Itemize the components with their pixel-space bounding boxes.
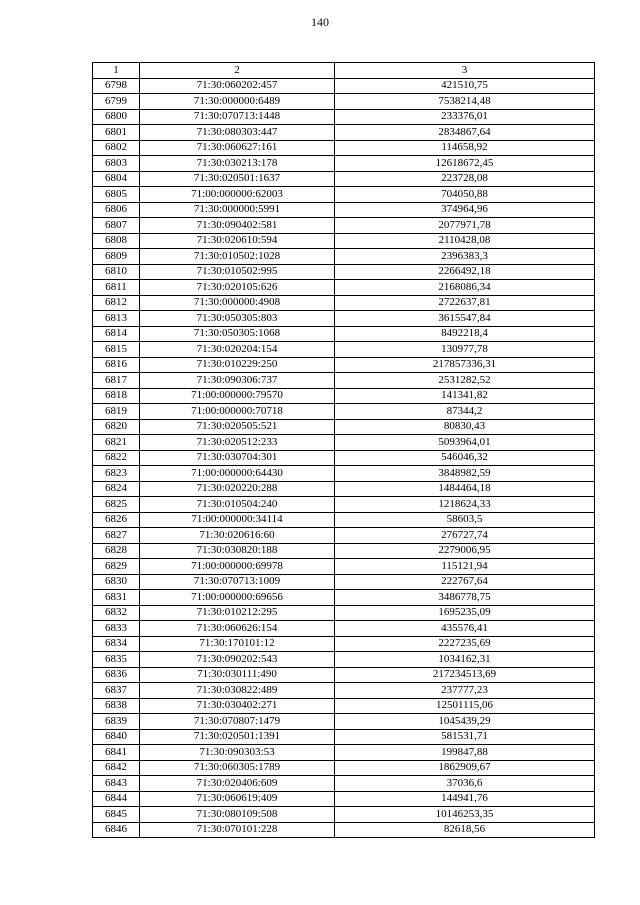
cadastral-number-cell: 71:30:080303:447 [140,125,335,141]
value-cell: 1695235,09 [335,605,595,621]
table-row [93,280,595,296]
table-row [93,342,595,358]
row-number-cell: 6813 [93,311,140,327]
table-row [93,218,595,234]
table-row [93,249,595,265]
row-number-cell: 6800 [93,109,140,125]
page-number: 140 [311,15,329,29]
table-row [93,714,595,730]
row-number-cell: 6799 [93,94,140,110]
table-row [93,559,595,575]
table-row [93,729,595,745]
row-number-cell: 6818 [93,388,140,404]
row-number-cell: 6831 [93,590,140,606]
cadastral-number-cell: 71:00:000000:69656 [140,590,335,606]
row-number-cell: 6814 [93,326,140,342]
value-cell: 217234513,69 [335,667,595,683]
table-row [93,171,595,187]
cadastral-number-cell: 71:00:000000:34114 [140,512,335,528]
row-number-cell: 6834 [93,636,140,652]
cadastral-number-cell: 71:30:020204:154 [140,342,335,358]
cadastral-number-cell: 71:30:020406:609 [140,776,335,792]
cadastral-number-cell: 71:30:010502:995 [140,264,335,280]
table-row [93,311,595,327]
table-row [93,605,595,621]
table-row [93,388,595,404]
table-row [93,698,595,714]
cadastral-number-cell: 71:00:000000:69978 [140,559,335,575]
value-cell: 5093964,01 [335,435,595,451]
value-cell: 141341,82 [335,388,595,404]
table-row [93,264,595,280]
value-cell: 546046,32 [335,450,595,466]
cadastral-number-cell: 71:30:030820:188 [140,543,335,559]
value-cell: 237777,23 [335,683,595,699]
row-number-cell: 6827 [93,528,140,544]
value-cell: 3848982,59 [335,466,595,482]
row-number-cell: 6830 [93,574,140,590]
row-number-cell: 6841 [93,745,140,761]
value-cell: 1045439,29 [335,714,595,730]
value-cell: 3486778,75 [335,590,595,606]
cadastral-number-cell: 71:30:060627:161 [140,140,335,156]
row-number-cell: 6817 [93,373,140,389]
row-number-cell: 6801 [93,125,140,141]
value-cell: 2266492,18 [335,264,595,280]
cadastral-number-cell: 71:30:020501:1391 [140,729,335,745]
table-row [93,373,595,389]
column-header-number: 1 [93,63,140,79]
row-number-cell: 6805 [93,187,140,203]
row-number-cell: 6808 [93,233,140,249]
value-cell: 1218624,33 [335,497,595,513]
table-row [93,481,595,497]
cadastral-number-cell: 71:30:080109:508 [140,807,335,823]
row-number-cell: 6833 [93,621,140,637]
row-number-cell: 6832 [93,605,140,621]
cadastral-number-cell: 71:30:060202:457 [140,78,335,94]
table-row [93,78,595,94]
cadastral-number-cell: 71:30:020512:233 [140,435,335,451]
table-row [93,419,595,435]
value-cell: 2722637,81 [335,295,595,311]
row-number-cell: 6837 [93,683,140,699]
value-cell: 217857336,31 [335,357,595,373]
table-row [93,745,595,761]
table-row [93,326,595,342]
table-row [93,590,595,606]
cadastral-number-cell: 71:30:010504:240 [140,497,335,513]
value-cell: 2077971,78 [335,218,595,234]
value-cell: 10146253,35 [335,807,595,823]
cadastral-number-cell: 71:30:070807:1479 [140,714,335,730]
column-header-value: 3 [335,63,595,79]
row-number-cell: 6825 [93,497,140,513]
cadastral-number-cell: 71:30:090306:737 [140,373,335,389]
value-cell: 2168086,34 [335,280,595,296]
row-number-cell: 6835 [93,652,140,668]
table-row [93,156,595,172]
cadastral-number-cell: 71:30:020610:594 [140,233,335,249]
cadastral-number-cell: 71:30:030402:271 [140,698,335,714]
table-row [93,187,595,203]
value-cell: 12501115,06 [335,698,595,714]
table-row [93,466,595,482]
row-number-cell: 6843 [93,776,140,792]
table-row [93,822,595,838]
value-cell: 37036,6 [335,776,595,792]
value-cell: 1862909,67 [335,760,595,776]
cadastral-number-cell: 71:30:090303:53 [140,745,335,761]
value-cell: 435576,41 [335,621,595,637]
value-cell: 421510,75 [335,78,595,94]
table-row [93,636,595,652]
row-number-cell: 6829 [93,559,140,575]
cadastral-number-cell: 71:30:070101:228 [140,822,335,838]
value-cell: 223728,08 [335,171,595,187]
cadastral-number-cell: 71:30:070713:1009 [140,574,335,590]
value-cell: 374964,96 [335,202,595,218]
value-cell: 233376,01 [335,109,595,125]
value-cell: 7538214,48 [335,94,595,110]
table-row [93,543,595,559]
row-number-cell: 6806 [93,202,140,218]
table-row [93,109,595,125]
value-cell: 199847,88 [335,745,595,761]
cadastral-number-cell: 71:30:070713:1448 [140,109,335,125]
value-cell: 114658,92 [335,140,595,156]
row-number-cell: 6809 [93,249,140,265]
table-row [93,621,595,637]
table-row [93,760,595,776]
value-cell: 222767,64 [335,574,595,590]
cadastral-number-cell: 71:30:030704:301 [140,450,335,466]
cadastral-number-cell: 71:30:010502:1028 [140,249,335,265]
table-row [93,667,595,683]
cadastral-number-cell: 71:00:000000:79570 [140,388,335,404]
table-row [93,125,595,141]
cadastral-number-cell: 71:30:010212:295 [140,605,335,621]
cadastral-number-cell: 71:30:090202:543 [140,652,335,668]
table-row [93,791,595,807]
table-header-row [93,63,595,79]
cadastral-number-cell: 71:30:010229:250 [140,357,335,373]
row-number-cell: 6802 [93,140,140,156]
cadastral-number-cell: 71:30:030111:490 [140,667,335,683]
cadastral-number-cell: 71:30:000000:5991 [140,202,335,218]
value-cell: 2834867,64 [335,125,595,141]
row-number-cell: 6819 [93,404,140,420]
cadastral-number-cell: 71:30:000000:6489 [140,94,335,110]
row-number-cell: 6815 [93,342,140,358]
value-cell: 87344,2 [335,404,595,420]
value-cell: 2110428,08 [335,233,595,249]
table-row [93,574,595,590]
value-cell: 12618672,45 [335,156,595,172]
table-row [93,450,595,466]
row-number-cell: 6842 [93,760,140,776]
cadastral-number-cell: 71:30:020501:1637 [140,171,335,187]
row-number-cell: 6828 [93,543,140,559]
row-number-cell: 6844 [93,791,140,807]
row-number-cell: 6839 [93,714,140,730]
table-row [93,295,595,311]
value-cell: 58603,5 [335,512,595,528]
row-number-cell: 6804 [93,171,140,187]
table-row [93,357,595,373]
value-cell: 8492218,4 [335,326,595,342]
cadastral-number-cell: 71:30:030213:178 [140,156,335,172]
cadastral-number-cell: 71:30:060305:1789 [140,760,335,776]
row-number-cell: 6840 [93,729,140,745]
value-cell: 2396383,3 [335,249,595,265]
row-number-cell: 6845 [93,807,140,823]
table-row [93,776,595,792]
row-number-cell: 6820 [93,419,140,435]
cadastral-number-cell: 71:30:060626:154 [140,621,335,637]
row-number-cell: 6838 [93,698,140,714]
row-number-cell: 6810 [93,264,140,280]
table-row [93,497,595,513]
cadastral-number-cell: 71:30:050305:803 [140,311,335,327]
cadastral-number-cell: 71:30:050305:1068 [140,326,335,342]
value-cell: 3615547,84 [335,311,595,327]
table-row [93,140,595,156]
table-row [93,404,595,420]
table-row [93,94,595,110]
value-cell: 2227235,69 [335,636,595,652]
row-number-cell: 6811 [93,280,140,296]
table-row [93,202,595,218]
table-row [93,652,595,668]
table-row [93,528,595,544]
row-number-cell: 6816 [93,357,140,373]
row-number-cell: 6836 [93,667,140,683]
value-cell: 130977,78 [335,342,595,358]
value-cell: 80830,43 [335,419,595,435]
cadastral-number-cell: 71:30:000000:4908 [140,295,335,311]
value-cell: 276727,74 [335,528,595,544]
cadastral-number-cell: 71:30:020616:60 [140,528,335,544]
row-number-cell: 6812 [93,295,140,311]
cadastral-number-cell: 71:30:020220:288 [140,481,335,497]
row-number-cell: 6846 [93,822,140,838]
row-number-cell: 6803 [93,156,140,172]
cadastral-number-cell: 71:30:030822:489 [140,683,335,699]
table-row [93,807,595,823]
value-cell: 2279006,95 [335,543,595,559]
row-number-cell: 6807 [93,218,140,234]
row-number-cell: 6826 [93,512,140,528]
cadastral-number-cell: 71:00:000000:62003 [140,187,335,203]
value-cell: 1034162,31 [335,652,595,668]
value-cell: 115121,94 [335,559,595,575]
column-header-cadastral-number: 2 [140,63,335,79]
table-body [93,78,595,838]
row-number-cell: 6798 [93,78,140,94]
cadastral-number-cell: 71:30:090402:581 [140,218,335,234]
cadastral-number-cell: 71:00:000000:64430 [140,466,335,482]
cadastral-number-cell: 71:30:020105:626 [140,280,335,296]
table-row [93,233,595,249]
value-cell: 581531,71 [335,729,595,745]
data-table [92,62,595,838]
row-number-cell: 6821 [93,435,140,451]
row-number-cell: 6822 [93,450,140,466]
table-row [93,512,595,528]
value-cell: 1484464,18 [335,481,595,497]
table-row [93,683,595,699]
row-number-cell: 6824 [93,481,140,497]
table-row [93,435,595,451]
cadastral-number-cell: 71:30:020505:521 [140,419,335,435]
cadastral-number-cell: 71:30:170101:12 [140,636,335,652]
cadastral-number-cell: 71:00:000000:70718 [140,404,335,420]
value-cell: 704050,88 [335,187,595,203]
row-number-cell: 6823 [93,466,140,482]
value-cell: 144941,76 [335,791,595,807]
cadastral-number-cell: 71:30:060619:409 [140,791,335,807]
value-cell: 2531282,52 [335,373,595,389]
value-cell: 82618,56 [335,822,595,838]
